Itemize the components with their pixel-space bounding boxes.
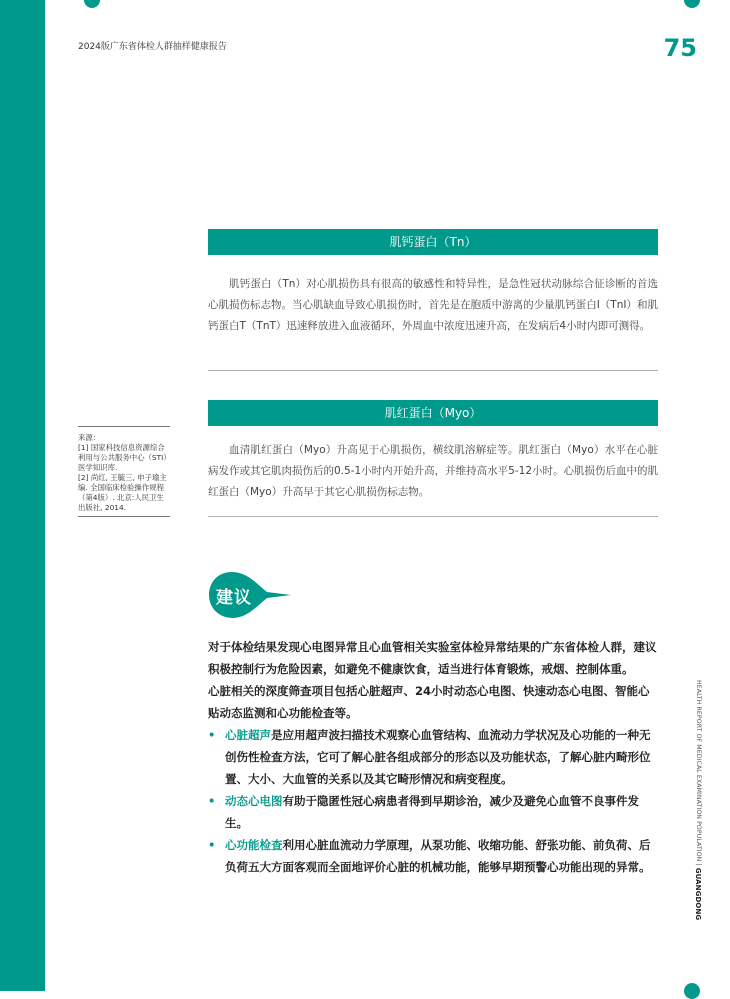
section-text-myoglobin: 血清肌红蛋白（Myo）升高见于心肌损伤，横纹肌溶解症等。肌红蛋白（Myo）水平在心脏病发作或其它肌肉损伤后的0.5-1小时内开始升高，并维持高水平5-12小时。心肌损伤后血中的肌红蛋白（Myo）升高早于其它心肌损伤标志物。 <box>208 444 658 498</box>
advice-paragraph: 对于体检结果发现心电图异常且心血管相关实验室体检异常结果的广东省体检人群，建议积极控制行为危险因素，如避免不健康饮食，适当进行体育锻炼，戒烟、控制体重。 <box>208 640 657 676</box>
left-accent-bar <box>0 0 45 991</box>
top-dot-decoration <box>84 0 100 8</box>
section-text-troponin: 肌钙蛋白（Tn）对心肌损伤具有很高的敏感性和特异性，是急性冠状动脉综合征诊断的首选心肌损伤标志物。当心肌缺血导致心肌损伤时，首先是在胞质中游离的少量肌钙蛋白I（TnI）和肌钙蛋白T（TnT）迅速释放进入血液循环，外周血中浓度迅速升高，在发病后4小时内即可测得。 <box>208 278 658 332</box>
sources-heading: 来源： <box>78 433 101 442</box>
sources-note <box>78 426 170 517</box>
top-right-dot-decoration <box>684 0 700 8</box>
vertical-footer <box>690 680 702 925</box>
bullet-term: 心脏超声 <box>225 728 271 742</box>
bullet-text: 有助于隐匿性冠心病患者得到早期诊治，减少及避免心血管不良事件发生。 <box>225 794 639 830</box>
bullet-dot-icon: • <box>208 728 216 742</box>
section-title-troponin: 肌钙蛋白（Tn） <box>208 229 658 255</box>
list-item <box>208 834 660 878</box>
list-item <box>208 790 660 834</box>
bottom-right-dot-decoration <box>684 983 700 999</box>
bullet-text: 是应用超声波扫描技术观察心血管结构、血流动力学状况及心功能的一种无创伤性检查方法，它可了解心脏各组成部分的形态以及功能状态，了解心脏内畸形位置、大小、大血管的关系以及其它畸形情况和病变程度。 <box>225 728 651 786</box>
page-number: 75 <box>663 34 697 62</box>
bullet-dot-icon: • <box>208 794 216 808</box>
section-title-myoglobin: 肌红蛋白（Myo） <box>208 400 658 426</box>
source-item: [2] 尚红, 王毓三, 申子瑜主编. 全国临床检验操作规程（第4版）. 北京:人民卫生出版社, 2014. <box>78 473 167 512</box>
report-title: 2024版广东省体检人群抽样健康报告 <box>78 42 227 52</box>
bullet-dot-icon: • <box>208 838 216 852</box>
list-item <box>208 724 660 790</box>
section-divider <box>208 370 658 371</box>
footer-separator: | <box>695 863 702 866</box>
source-item: [1] 国家科技信息资源综合利用与公共服务中心（STI）医学知识库. <box>78 443 167 472</box>
advice-body <box>208 636 660 878</box>
bullet-text: 利用心脏血流动力学原理，从泵功能、收缩功能、舒张功能、前负荷、后负荷五大方面客观而全面地评价心脏的机械功能，能够早期预警心功能出现的异常。 <box>225 838 651 874</box>
footer-report-name: HEALTH REPORT OF MEDICAL EXAMINATION POPULATION <box>695 680 702 862</box>
bullet-term: 心功能检查 <box>225 838 283 852</box>
section-divider <box>208 516 658 517</box>
bullet-term: 动态心电图 <box>225 794 283 808</box>
advice-paragraph: 心脏相关的深度筛查项目包括心脏超声、24小时动态心电图、快速动态心电图、智能心贴动态监测和心功能检查等。 <box>208 684 650 720</box>
footer-region: GUANGDONG <box>694 867 702 921</box>
advice-label: 建议 <box>216 588 252 608</box>
